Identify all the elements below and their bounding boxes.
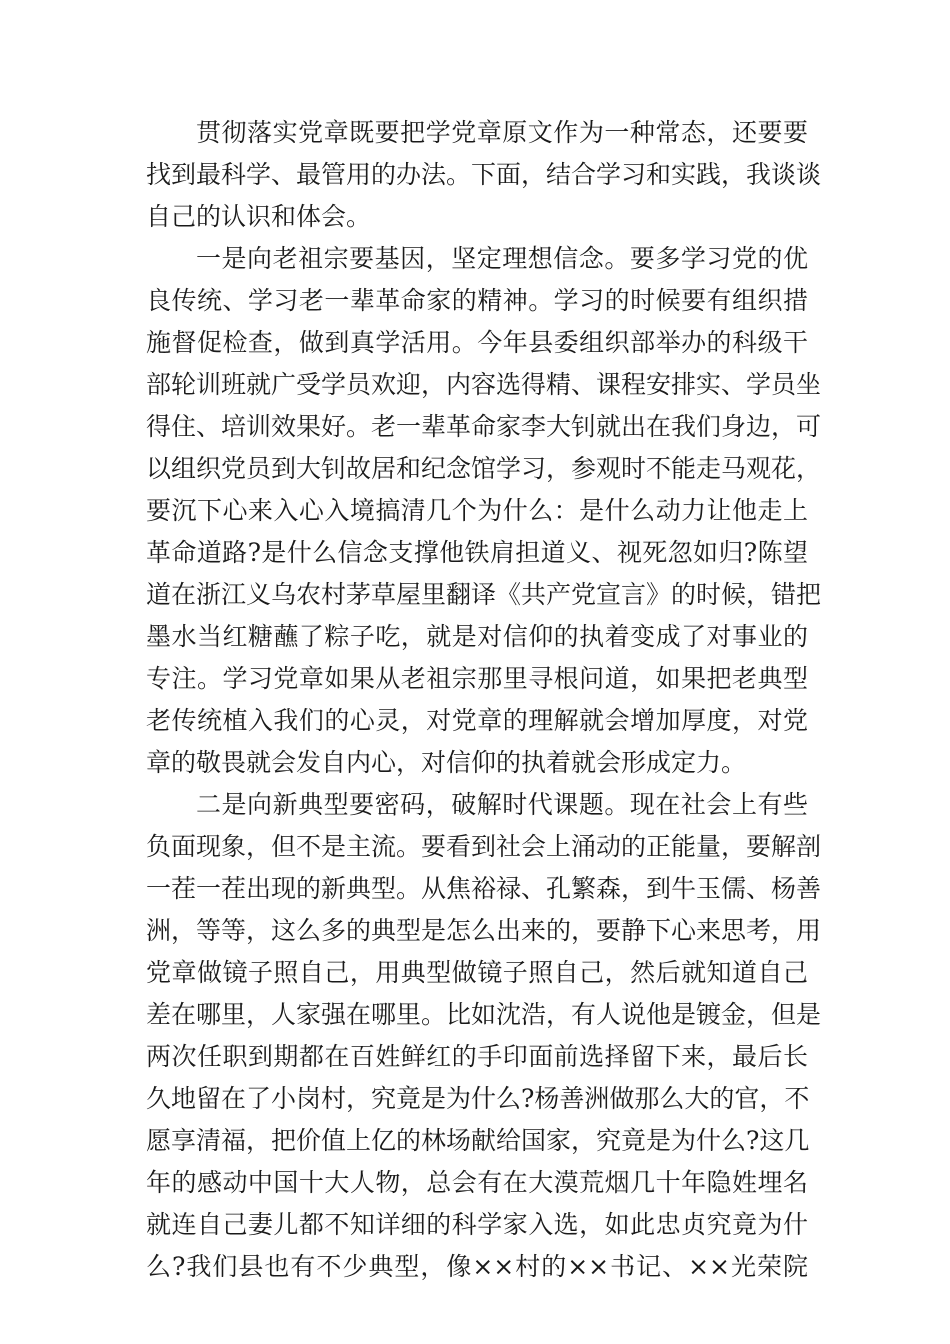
text-line: 部轮训班就广受学员欢迎，内容选得精、课程安排实、学员坐 [146, 370, 822, 399]
text-line: 一茬一茬出现的新典型。从焦裕禄、孔繁森，到牛玉儒、杨善 [146, 874, 822, 903]
text-line: 良传统、学习老一辈革命家的精神。学习的时候要有组织措 [146, 286, 808, 315]
text-line: 党章做镜子照自己，用典型做镜子照自己，然后就知道自己 [146, 958, 808, 987]
text-line: 么?我们县也有不少典型，像××村的××书记、××光荣院 [146, 1252, 808, 1281]
paragraph-point-one [146, 238, 822, 784]
text-line: 专注。学习党章如果从老祖宗那里寻根问道，如果把老典型 [146, 664, 808, 693]
text-line: 章的敬畏就会发自内心，对信仰的执着就会形成定力。 [146, 748, 747, 777]
text-line: 要沉下心来入心入境搞清几个为什么：是什么动力让他走上 [146, 496, 808, 525]
text-line: 以组织党员到大钊故居和纪念馆学习，参观时不能走马观花， [146, 454, 822, 483]
text-line: 负面现象，但不是主流。要看到社会上涌动的正能量，要解剖 [146, 832, 822, 861]
text-line: 就连自己妻儿都不知详细的科学家入选，如此忠贞究竟为什 [146, 1210, 808, 1239]
text-line: 革命道路?是什么信念支撑他铁肩担道义、视死忽如归?陈望 [146, 538, 808, 567]
text-line: 差在哪里，人家强在哪里。比如沈浩，有人说他是镀金，但是 [146, 1000, 822, 1029]
text-line: 洲，等等，这么多的典型是怎么出来的，要静下心来思考，用 [146, 916, 822, 945]
paragraph-intro [146, 112, 822, 238]
document-body [146, 112, 822, 1288]
text-line: 二是向新典型要密码，破解时代课题。现在社会上有些 [196, 790, 808, 819]
text-line: 自己的认识和体会。 [146, 202, 372, 231]
paragraph-point-two [146, 784, 822, 1288]
text-line: 愿享清福，把价值上亿的林场献给国家，究竟是为什么?这几 [146, 1126, 810, 1155]
text-line: 找到最科学、最管用的办法。下面，结合学习和实践，我谈谈 [146, 160, 822, 189]
text-line: 道在浙江义乌农村茅草屋里翻译《共产党宣言》的时候，错把 [146, 580, 822, 609]
text-line: 墨水当红糖蘸了粽子吃，就是对信仰的执着变成了对事业的 [146, 622, 808, 651]
text-line: 年的感动中国十大人物，总会有在大漠荒烟几十年隐姓埋名 [146, 1168, 808, 1197]
text-line: 得住、培训效果好。老一辈革命家李大钊就出在我们身边，可 [146, 412, 822, 441]
text-line: 两次任职到期都在百姓鲜红的手印面前选择留下来，最后长 [146, 1042, 808, 1071]
text-line: 久地留在了小岗村，究竟是为什么?杨善洲做那么大的官，不 [146, 1084, 810, 1113]
text-line: 施督促检查，做到真学活用。今年县委组织部举办的科级干 [146, 328, 808, 357]
text-line: 老传统植入我们的心灵，对党章的理解就会增加厚度，对党 [146, 706, 808, 735]
text-line: 贯彻落实党章既要把学党章原文作为一种常态，还要要 [196, 118, 808, 147]
text-line: 一是向老祖宗要基因，坚定理想信念。要多学习党的优 [196, 244, 808, 273]
